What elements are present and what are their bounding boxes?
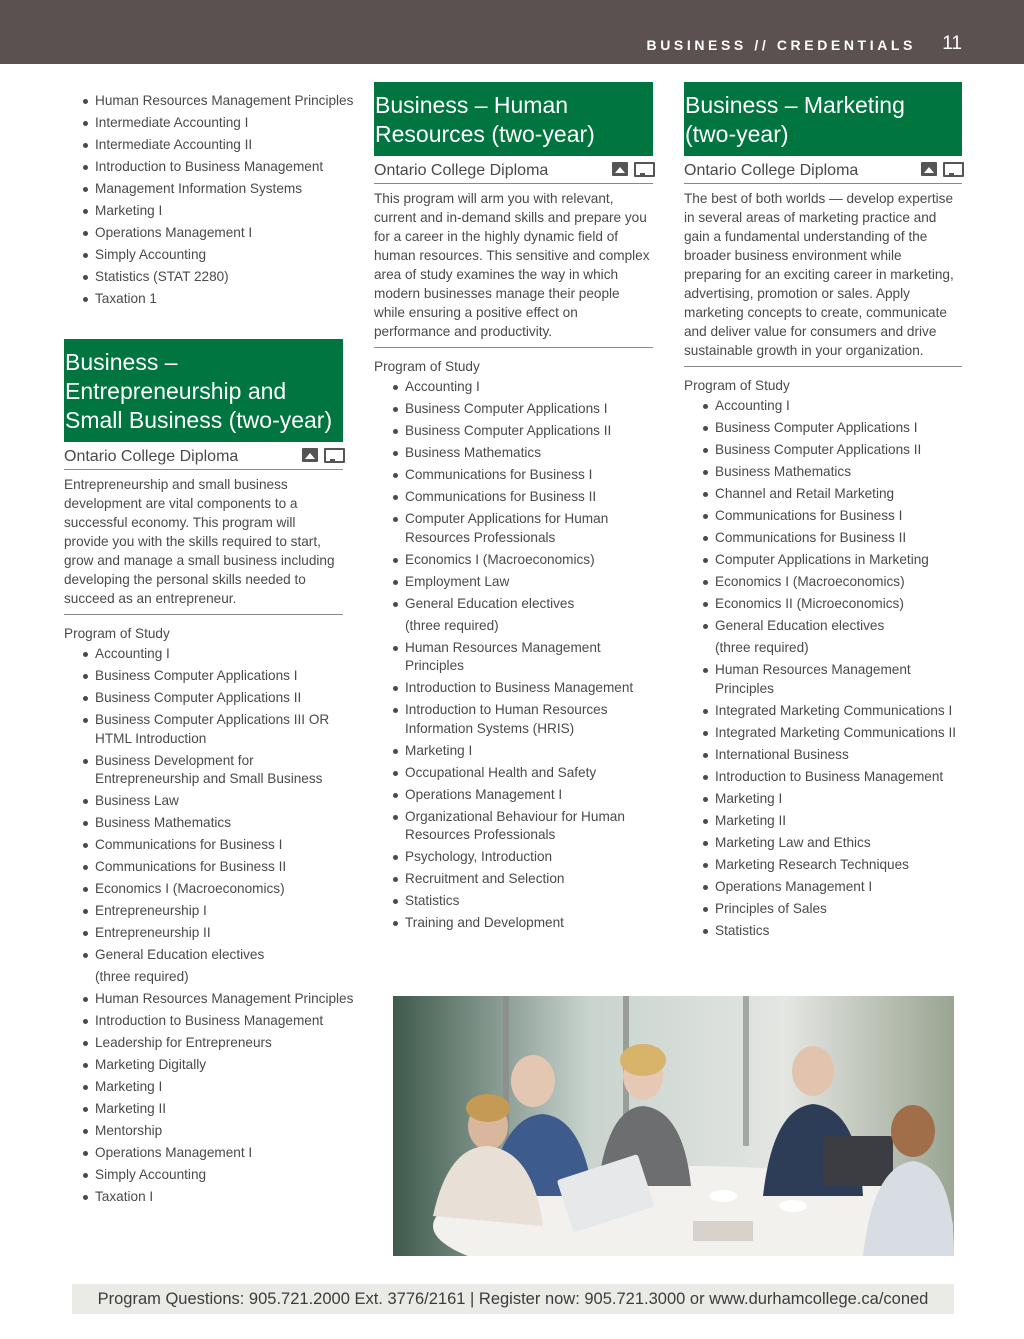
list-item: Business Computer Applications II <box>374 422 653 441</box>
list-item: Computer Applications in Marketing <box>684 551 962 570</box>
credential-label: Ontario College Diploma <box>64 448 239 465</box>
list-item: Introduction to Business Management <box>64 158 354 177</box>
list-item: Communications for Business I <box>64 836 343 855</box>
program-title: Business – Entrepreneurship and Small Business (two-year) <box>64 339 343 442</box>
list-item-note: (three required) <box>715 640 809 655</box>
list-item: Operations Management I <box>684 878 962 897</box>
list-item-note: (three required) <box>95 969 189 984</box>
list-item: Principles of Sales <box>684 900 962 919</box>
list-item: General Education electives <box>64 946 343 965</box>
list-item: Human Resources Management Principles <box>374 639 653 676</box>
photo-icon <box>302 448 318 462</box>
list-item: Business Computer Applications I <box>374 400 653 419</box>
list-item: Business Computer Applications II <box>684 441 962 460</box>
monitor-icon <box>324 448 341 464</box>
list-item: Psychology, Introduction <box>374 848 653 867</box>
list-item: Communications for Business II <box>374 488 653 507</box>
list-item: Occupational Health and Safety <box>374 764 653 783</box>
program-of-study-label: Program of Study <box>64 626 170 641</box>
course-list <box>64 645 354 1207</box>
list-item: Operations Management I <box>64 224 354 243</box>
photo-icon <box>921 162 937 176</box>
list-item: Business Mathematics <box>684 463 962 482</box>
list-item-note: (three required) <box>405 617 499 633</box>
monitor-icon <box>634 162 651 178</box>
list-item: Introduction to Human Resources Information Systems (HRIS) <box>374 701 653 738</box>
section-label: BUSINESS // CREDENTIALS <box>646 37 916 53</box>
list-item: Taxation I <box>64 1188 343 1207</box>
list-item: General Education electives <box>374 595 653 614</box>
list-item: Marketing Research Techniques <box>684 856 962 875</box>
list-item: Marketing I <box>374 742 653 761</box>
list-item: Operations Management I <box>64 1144 343 1163</box>
credential-label: Ontario College Diploma <box>374 162 549 179</box>
program-title: Business – Human Resources (two-year) <box>374 82 653 156</box>
list-item: Business Mathematics <box>64 814 343 833</box>
list-item: Communications for Business II <box>64 858 343 877</box>
list-item: Human Resources Management Principles <box>684 661 962 698</box>
program-description: This program will arm you with relevant, current and in-demand skills and prepare you for a career in the highly dynamic field of human resources. This sensitive and complex area of study examines the way in which modern businesses manage their people while ensuring a positive effect on performance and productivity. <box>374 184 653 348</box>
list-item: Marketing II <box>64 1100 343 1119</box>
list-item: Economics I (Macroeconomics) <box>374 551 653 570</box>
list-item: Accounting I <box>64 645 343 664</box>
photo-icon <box>612 162 628 176</box>
list-item: Accounting I <box>684 397 962 416</box>
list-item: Simply Accounting <box>64 1166 343 1185</box>
list-item: Introduction to Business Management <box>374 679 653 698</box>
list-item: Intermediate Accounting II <box>64 136 354 155</box>
list-item: Entrepreneurship I <box>64 902 343 921</box>
list-item: Leadership for Entrepreneurs <box>64 1034 343 1053</box>
list-item: Business Computer Applications II <box>64 689 343 708</box>
list-item: Mentorship <box>64 1122 343 1141</box>
list-item: Channel and Retail Marketing <box>684 485 962 504</box>
list-item: Business Development for Entrepreneurship and Small Business <box>64 752 343 789</box>
continued-course-list <box>64 92 354 312</box>
list-item: Statistics (STAT 2280) <box>64 268 354 287</box>
list-item: Integrated Marketing Communications II <box>684 724 962 743</box>
course-list <box>374 378 653 933</box>
course-list <box>684 397 962 940</box>
list-item: Training and Development <box>374 914 653 933</box>
list-item: Intermediate Accounting I <box>64 114 354 133</box>
credential-row <box>684 160 962 184</box>
list-item: Communications for Business I <box>374 466 653 485</box>
list-item: Marketing I <box>684 790 962 809</box>
list-item: Accounting I <box>374 378 653 397</box>
list-item: Economics I (Macroeconomics) <box>684 573 962 592</box>
list-item: Integrated Marketing Communications I <box>684 702 962 721</box>
program-description: The best of both worlds — develop expertise in several areas of marketing practice and gain a fundamental understanding of the broader business environment while preparing for an exciting career in marketing, advertising, promotion or sales. Apply marketing concepts to create, communicate and deliver value for consumers and drive sustainable growth in your organization. <box>684 184 962 367</box>
list-item: Business Computer Applications III OR HTML Introduction <box>64 711 343 748</box>
program-marketing <box>684 82 962 944</box>
list-item: Introduction to Business Management <box>684 768 962 787</box>
list-item: Simply Accounting <box>64 246 354 265</box>
list-item: Entrepreneurship II <box>64 924 343 943</box>
list-item: Human Resources Management Principles <box>64 92 354 111</box>
list-item: Marketing Law and Ethics <box>684 834 962 853</box>
program-of-study-label: Program of Study <box>374 359 480 374</box>
list-item: Economics II (Microeconomics) <box>684 595 962 614</box>
program-title: Business – Marketing (two-year) <box>684 82 962 156</box>
list-item: Business Computer Applications I <box>684 419 962 438</box>
list-item: Introduction to Business Management <box>64 1012 343 1031</box>
list-item: Statistics <box>684 922 962 941</box>
list-item: Marketing I <box>64 202 354 221</box>
list-item: Statistics <box>374 892 653 911</box>
list-item: Communications for Business II <box>684 529 962 548</box>
footer-contact-bar: Program Questions: 905.721.2000 Ext. 3776/2161 | Register now: 905.721.3000 or www.durhamcollege.ca/coned <box>72 1284 954 1314</box>
program-human-resources <box>374 82 653 936</box>
credential-label: Ontario College Diploma <box>684 162 859 179</box>
meeting-photo <box>393 996 954 1256</box>
monitor-icon <box>943 162 960 178</box>
list-item: Marketing II <box>684 812 962 831</box>
list-item: Business Computer Applications I <box>64 667 343 686</box>
credential-row <box>64 446 343 470</box>
list-item: Marketing Digitally <box>64 1056 343 1075</box>
program-description: Entrepreneurship and small business development are vital components to a successful economy. This program will provide you with the skills required to start, grow and manage a small business including developing the personal skills needed to succeed as an entrepreneur. <box>64 470 343 615</box>
credential-row <box>374 160 653 184</box>
list-item: International Business <box>684 746 962 765</box>
list-item: Taxation 1 <box>64 290 354 309</box>
program-entrepreneurship <box>64 339 354 1210</box>
list-item: Management Information Systems <box>64 180 354 199</box>
page-number: 11 <box>942 33 962 54</box>
list-item: Organizational Behaviour for Human Resources Professionals <box>374 808 653 845</box>
list-item: Communications for Business I <box>684 507 962 526</box>
list-item: Computer Applications for Human Resources Professionals <box>374 510 653 547</box>
list-item: Marketing I <box>64 1078 343 1097</box>
list-item: Recruitment and Selection <box>374 870 653 889</box>
list-item: Human Resources Management Principles <box>64 990 343 1009</box>
list-item: Employment Law <box>374 573 653 592</box>
list-item: General Education electives <box>684 617 962 636</box>
list-item: Business Law <box>64 792 343 811</box>
list-item: Operations Management I <box>374 786 653 805</box>
list-item: Business Mathematics <box>374 444 653 463</box>
program-of-study-label: Program of Study <box>684 378 790 393</box>
list-item: Economics I (Macroeconomics) <box>64 880 343 899</box>
page-header <box>0 0 1024 64</box>
